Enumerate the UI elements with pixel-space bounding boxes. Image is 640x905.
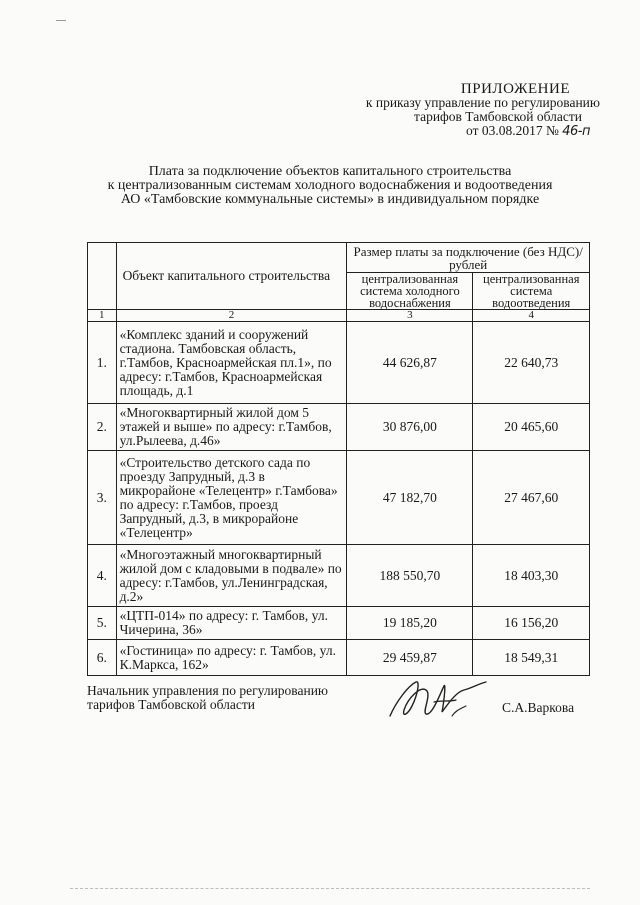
heading-line1: Плата за подключение объектов капитального строительства	[148, 164, 512, 179]
fees-table	[87, 242, 590, 676]
heading-line3: АО «Тамбовские коммунальные системы» в индивидуальном порядке	[120, 192, 540, 207]
table-header-row	[88, 243, 590, 273]
table-row	[88, 607, 590, 640]
row-object: «Строительство детского сада по проезду Запрудный, д.3 в микрорайоне «Телецентр» г.Тамбова» по адресу: г.Тамбов, проезд Запрудный, д.3, в микрорайоне «Телецентр»	[116, 451, 347, 545]
row-water-fee: 47 182,70	[347, 451, 473, 545]
col-number: 3	[347, 310, 473, 322]
col-number: 2	[116, 310, 347, 322]
row-number: 5.	[88, 607, 117, 640]
row-object: «Многоэтажный многоквартирный жилой дом с кладовыми в подвале» по адресу: г.Тамбов, ул.Ленинградская, д.2»	[116, 545, 347, 607]
row-sewer-fee: 20 465,60	[473, 404, 590, 451]
row-object: «Гостиница» по адресу: г. Тамбов, ул. К.Маркса, 162»	[116, 640, 347, 676]
header-sewer: централизованная система водоотведения	[473, 273, 590, 310]
table-row	[88, 404, 590, 451]
position-line2: тарифов Тамбовской области	[87, 697, 255, 712]
document-heading	[80, 165, 580, 207]
row-sewer-fee: 22 640,73	[473, 322, 590, 404]
table-row	[88, 545, 590, 607]
table-row	[88, 451, 590, 545]
scan-mark	[56, 20, 66, 21]
row-sewer-fee: 27 467,60	[473, 451, 590, 545]
appendix-line1: к приказу управление по регулированию	[365, 95, 600, 110]
row-sewer-fee: 18 403,30	[473, 545, 590, 607]
row-number: 6.	[88, 640, 117, 676]
header-water: централизованная система холодного водоснабжения	[347, 273, 473, 310]
row-object: «Многоквартирный жилой дом 5 этажей и выше» по адресу: г.Тамбов, ул.Рылеева, д.46»	[116, 404, 347, 451]
signer-name: С.А.Варкова	[502, 700, 575, 715]
header-number-cell	[88, 243, 117, 310]
scan-artifact	[70, 888, 590, 891]
position-line1: Начальник управления по регулированию	[87, 683, 329, 698]
handwritten-order-number: 46-п	[562, 124, 590, 139]
appendix-title: ПРИЛОЖЕНИЕ	[460, 81, 570, 97]
appendix-block	[300, 82, 600, 139]
row-water-fee: 44 626,87	[347, 322, 473, 404]
row-number: 1.	[88, 322, 117, 404]
row-sewer-fee: 18 549,31	[473, 640, 590, 676]
col-number: 4	[473, 310, 590, 322]
row-number: 4.	[88, 545, 117, 607]
row-water-fee: 19 185,20	[347, 607, 473, 640]
appendix-line2: тарифов Тамбовской области	[414, 109, 582, 124]
appendix-date-line: от 03.08.2017 №	[466, 123, 559, 138]
col-number: 1	[88, 310, 117, 322]
header-object: Объект капитального строительства	[116, 243, 347, 310]
signatory-position	[87, 684, 328, 712]
row-number: 3.	[88, 451, 117, 545]
row-object: «Комплекс зданий и сооружений стадиона. Тамбовская область, г.Тамбов, Красноармейская пл.1», по адресу: г.Тамбов, Красноармейская площадь, д.1	[116, 322, 347, 404]
row-sewer-fee: 16 156,20	[473, 607, 590, 640]
header-fee-group: Размер платы за подключение (без НДС)/рублей	[347, 243, 590, 273]
row-water-fee: 29 459,87	[347, 640, 473, 676]
heading-line2: к централизованным системам холодного водоснабжения и водоотведения	[107, 178, 553, 193]
table-row	[88, 322, 590, 404]
handwritten-signature	[382, 672, 492, 727]
table-row	[88, 640, 590, 676]
row-water-fee: 188 550,70	[347, 545, 473, 607]
row-object: «ЦТП-014» по адресу: г. Тамбов, ул. Чичерина, 36»	[116, 607, 347, 640]
row-water-fee: 30 876,00	[347, 404, 473, 451]
column-number-row	[88, 310, 590, 322]
row-number: 2.	[88, 404, 117, 451]
